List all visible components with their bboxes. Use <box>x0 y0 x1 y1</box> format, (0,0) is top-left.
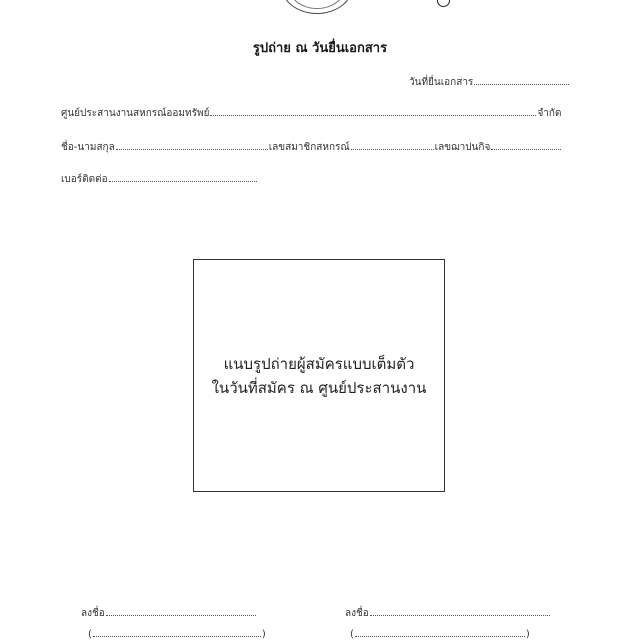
seal-logo <box>281 0 353 14</box>
page-title: รูปถ่าย ณ วันยื่นเอกสาร <box>252 41 388 56</box>
center-label: ศูนย์ประสานงานสหกรณ์ออมทรัพย์ <box>61 108 210 119</box>
center-suffix: จำกัด <box>537 108 562 119</box>
member-no-label: เลขสมาชิกสหกรณ์ <box>268 142 350 153</box>
signature-name-right <box>350 627 530 640</box>
name-label: ชื่อ-นามสกุล <box>61 142 115 153</box>
close-paren: ) <box>525 629 530 640</box>
member-no-field[interactable] <box>351 140 434 150</box>
signature-left-field[interactable] <box>106 606 256 616</box>
operator-no-label: เลขฌาปนกิจ <box>434 142 491 153</box>
signature-left <box>81 606 257 621</box>
name-field[interactable] <box>116 140 268 150</box>
open-paren: ( <box>350 629 354 640</box>
submit-date-label: วันที่ยื่นเอกสาร <box>409 77 474 88</box>
signature-right <box>345 606 551 621</box>
signature-name-left-field[interactable] <box>93 627 261 637</box>
phone-label: เบอร์ติดต่อ <box>61 174 108 185</box>
signature-name-left <box>88 627 266 640</box>
open-paren: ( <box>88 629 92 640</box>
submit-date-row <box>409 75 570 90</box>
submit-date-field[interactable] <box>474 75 569 85</box>
photo-instruction-line1: แนบรูปถ่ายผู้สมัครแบบเต็มตัว <box>223 354 415 373</box>
phone-field[interactable] <box>109 172 257 182</box>
phone-row <box>61 172 258 187</box>
center-row <box>61 106 561 121</box>
close-paren: ) <box>261 629 266 640</box>
operator-no-field[interactable] <box>491 140 561 150</box>
signature-label: ลงชื่อ <box>345 608 369 619</box>
photo-placeholder-box <box>193 259 445 492</box>
signature-name-right-field[interactable] <box>355 627 525 637</box>
identity-row <box>61 140 562 155</box>
photo-instruction-line2: ในวันที่สมัคร ณ ศูนย์ประสานงาน <box>211 378 427 397</box>
center-name-field[interactable] <box>210 106 536 116</box>
signature-label: ลงชื่อ <box>81 608 105 619</box>
signature-right-field[interactable] <box>370 606 550 616</box>
circle-icon <box>437 0 450 7</box>
